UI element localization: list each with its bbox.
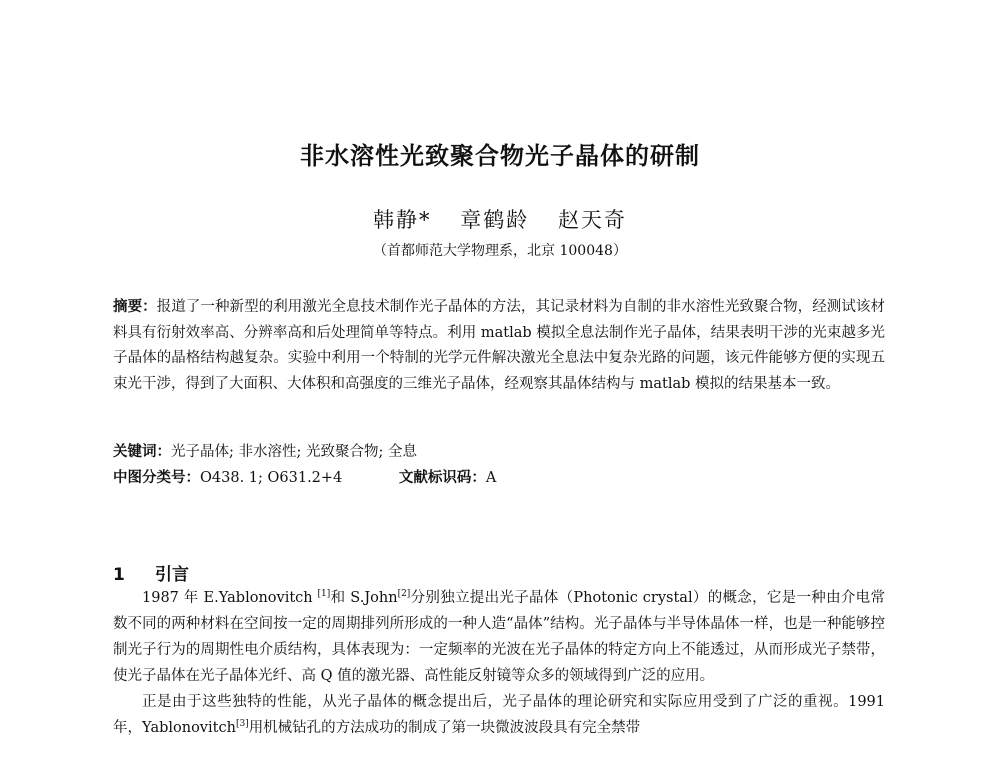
- section-title: 引言: [155, 565, 189, 585]
- paragraph-2: [113, 689, 885, 741]
- abstract-text: 报道了一种新型的利用激光全息技术制作光子晶体的方法，其记录材料为自制的非水溶性光致聚合物，经测试该材料具有衍射效率高、分辨率高和后处理简单等特点。利用 matlab 模拟全息法制作光子晶体，结果表明干涉的光束越多光子晶体的晶格结构越复杂。实验中利用一个特制的光学元件解决激光全息法中复杂光路的问题，该元件能够方便的实现五束光干涉，得到了大面积、大体积和高强度的三维光子晶体，经观察其晶体结构与 matlab 模拟的结果基本一致。: [113, 299, 885, 392]
- abstract: [113, 295, 885, 397]
- clc-label: 中图分类号：: [113, 470, 200, 486]
- section-number: 1: [113, 565, 125, 585]
- author-list: [0, 204, 1000, 234]
- citation-3[interactable]: [3]: [235, 719, 249, 730]
- author-3: 赵天奇: [557, 208, 627, 232]
- keywords-label: 关键词：: [113, 444, 171, 460]
- clc-value: O438. 1; O631.2+4: [200, 470, 343, 486]
- author-2: 章鹤龄: [460, 208, 530, 232]
- doc-code-value: A: [485, 470, 497, 486]
- abstract-label: 摘要：: [113, 299, 157, 315]
- citation-2[interactable]: [2]: [397, 589, 411, 600]
- doc-code-label: 文献标识码：: [398, 470, 486, 486]
- paper-title: 非水溶性光致聚合物光子晶体的研制: [300, 142, 700, 170]
- keywords: [113, 440, 885, 461]
- para2-part1: 正是由于这些独特的性能，从光子晶体的概念提出后，光子晶体的理论研究和实际应用受到了广泛的重视。1991 年，Yablonovitch: [113, 694, 885, 736]
- affiliation: （首都师范大学物理系，北京 100048）: [373, 243, 627, 259]
- body-text: [113, 585, 885, 741]
- keywords-text: 光子晶体; 非水溶性; 光致聚合物; 全息: [171, 444, 417, 460]
- para1-part3: 分别独立提出光子晶体（Photonic crystal）的概念，它是一种由介电常数不同的两种材料在空间按一定的周期排列所形成的一种人造“晶体”结构。光子晶体与半导体晶体一样，也是一种能够控制光子行为的周期性电介质结构，具体表现为：一定频率的光波在光子晶体的特定方向上不能透过，从而形成光子禁带，使光子晶体在光子晶体光纤、高 Q 值的激光器、高性能反射镜等众多的领域得到广泛的应用。: [113, 590, 885, 684]
- para1-part2: 和 S.John: [330, 590, 398, 606]
- citation-1[interactable]: [1]: [317, 589, 331, 600]
- section-heading: [113, 560, 189, 585]
- author-1: 韩静*: [373, 208, 432, 232]
- paragraph-1: [113, 585, 885, 689]
- classification-line: [113, 466, 885, 487]
- para1-part1: 1987 年 E.Yablonovitch: [142, 590, 318, 606]
- para2-part2: 用机械钻孔的方法成功的制成了第一块微波波段具有完全禁带: [248, 720, 641, 736]
